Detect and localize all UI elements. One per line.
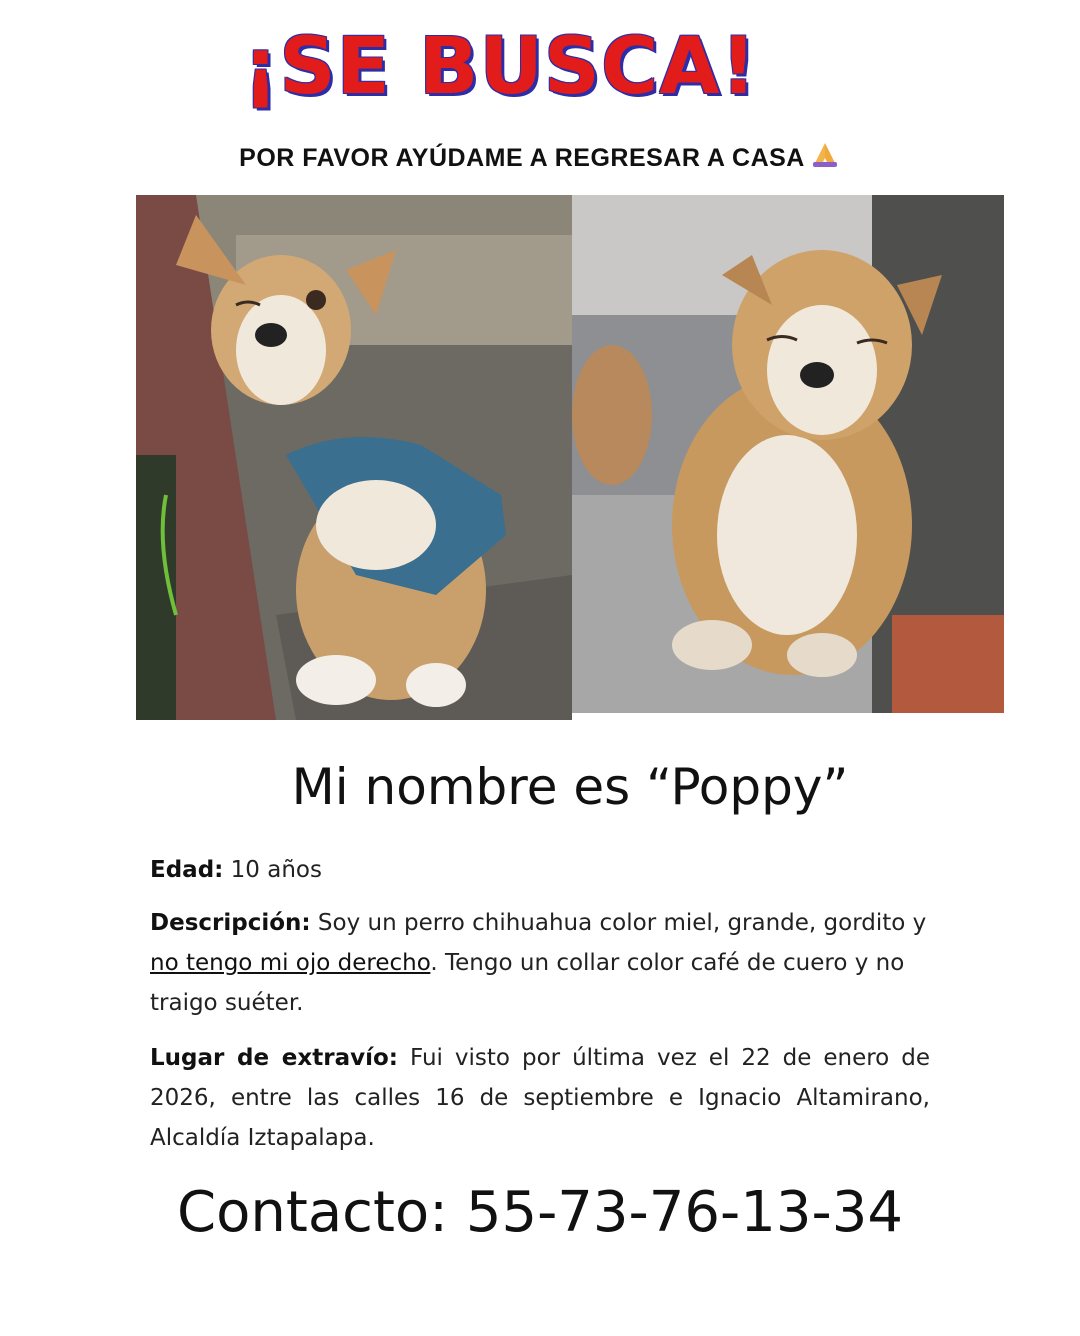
age-label: Edad: bbox=[150, 857, 224, 883]
place-label: Lugar de extravío: bbox=[150, 1045, 398, 1071]
dog-name-heading: Mi nombre es “Poppy” bbox=[291, 758, 849, 816]
description-info bbox=[150, 903, 930, 1023]
dog-photo-left bbox=[136, 195, 572, 720]
dog-photo-right bbox=[572, 195, 1004, 713]
subheadline-text: POR FAVOR AYÚDAME A REGRESAR A CASA bbox=[239, 144, 805, 172]
age-info bbox=[150, 850, 930, 890]
contact-line: Contacto: 55-73-76-13-34 bbox=[177, 1180, 903, 1245]
description-text-before: Soy un perro chihuahua color miel, grande, gordito y bbox=[310, 910, 927, 936]
headline: ¡SE BUSCA! bbox=[242, 22, 758, 112]
description-text-after: . Tengo un collar color café de cuero y no traigo suéter. bbox=[150, 950, 905, 1016]
place-text: Fui visto por última vez el 22 de enero de 2026, entre las calles 16 de septiembre e Ignacio Altamirano, Alcaldía Iztapalapa. bbox=[150, 1045, 931, 1151]
place-info bbox=[150, 1038, 930, 1158]
age-value: 10 años bbox=[223, 857, 322, 883]
subheadline bbox=[0, 140, 1080, 175]
description-emphasis: no tengo mi ojo derecho bbox=[150, 950, 431, 976]
description-label: Descripción: bbox=[150, 910, 311, 936]
pray-icon bbox=[809, 140, 841, 175]
